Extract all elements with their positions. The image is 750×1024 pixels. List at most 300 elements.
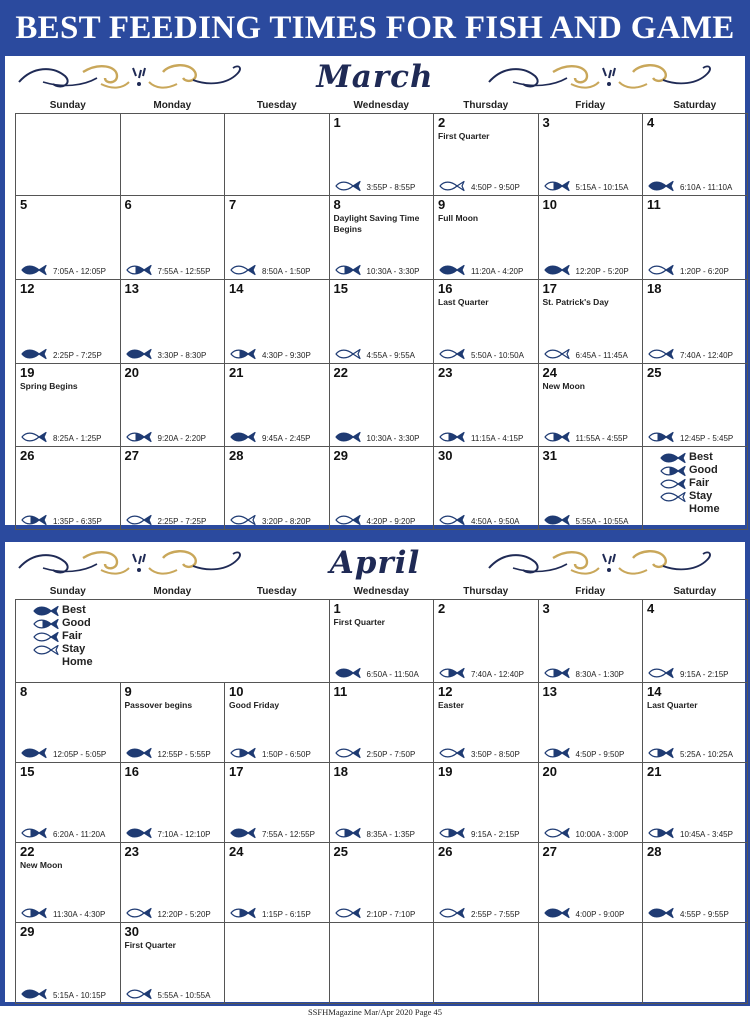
feeding-time: 5:55A - 10:55A xyxy=(575,517,629,526)
day-cell[interactable] xyxy=(538,280,643,364)
day-number: 8 xyxy=(20,684,28,699)
day-number: 12 xyxy=(20,281,35,296)
fish-best-icon xyxy=(20,988,48,1000)
feeding-time: 12:55P - 5:55P xyxy=(157,750,211,759)
day-number: 9 xyxy=(438,197,446,212)
fish-fair-icon xyxy=(334,747,362,759)
day-cell[interactable] xyxy=(225,364,330,447)
fish-best-icon xyxy=(125,747,153,759)
day-number: 11 xyxy=(333,684,348,699)
feeding-time: 5:55A - 10:55A xyxy=(157,991,211,1000)
weekday-thursday: Thursday xyxy=(434,98,539,114)
weekday-saturday: Saturday xyxy=(643,584,748,600)
day-number: 31 xyxy=(542,448,557,463)
fish-best-icon xyxy=(229,827,257,839)
day-cell[interactable] xyxy=(120,364,225,447)
day-number: 24 xyxy=(542,365,557,380)
weekday-saturday: Saturday xyxy=(643,98,748,114)
feeding-time: 9:20A - 2:20P xyxy=(157,434,206,443)
feeding-time: 2:10P - 7:10P xyxy=(366,910,416,919)
fish-good-icon xyxy=(334,264,362,276)
event-label: First Quarter xyxy=(333,617,385,627)
day-number: 3 xyxy=(542,601,550,616)
weekday-tuesday: Tuesday xyxy=(225,584,330,600)
day-number: 30 xyxy=(438,448,453,463)
day-cell[interactable] xyxy=(643,364,748,447)
event-label: New Moon xyxy=(20,860,63,870)
feeding-time: 8:25A - 1:25P xyxy=(53,434,102,443)
legend-label: Best xyxy=(689,451,713,463)
weekday-tuesday: Tuesday xyxy=(225,98,330,114)
april-title: April xyxy=(329,545,421,581)
event-label: Spring Begins xyxy=(20,381,78,391)
feeding-time: 4:30P - 9:30P xyxy=(262,351,311,360)
feeding-time: 7:40A - 12:40P xyxy=(680,351,733,360)
day-number: 17 xyxy=(542,281,557,296)
day-cell[interactable] xyxy=(329,196,434,280)
day-number: 10 xyxy=(229,684,244,699)
day-cell[interactable] xyxy=(329,683,434,763)
march-calendar xyxy=(5,56,745,525)
day-cell[interactable] xyxy=(434,600,539,683)
march-grid xyxy=(15,98,748,530)
day-number: 5 xyxy=(20,197,28,212)
day-cell[interactable] xyxy=(434,843,539,923)
day-cell[interactable] xyxy=(538,447,643,530)
feeding-time: 6:50A - 11:50A xyxy=(366,670,419,679)
feeding-time: 9:15A - 2:15P xyxy=(680,670,729,679)
day-number: 17 xyxy=(229,764,244,779)
fish-fair-icon xyxy=(438,747,466,759)
day-number: 2 xyxy=(438,115,446,130)
event-label: New Moon xyxy=(542,381,585,391)
fish-good-icon xyxy=(543,667,571,679)
fish-fair-icon xyxy=(647,667,675,679)
legend-label: Fair xyxy=(689,477,710,489)
day-cell[interactable] xyxy=(434,364,539,447)
march-title: March xyxy=(316,59,434,95)
day-number: 23 xyxy=(438,365,453,380)
day-cell[interactable] xyxy=(643,683,748,763)
fish-best-icon xyxy=(229,431,257,443)
empty-cell xyxy=(16,114,121,196)
day-cell[interactable] xyxy=(225,843,330,923)
fish-fair-icon xyxy=(438,907,466,919)
day-number: 25 xyxy=(647,365,662,380)
day-cell[interactable] xyxy=(16,196,121,280)
day-cell[interactable] xyxy=(329,447,434,530)
fish-stay-icon xyxy=(229,514,257,526)
fish-good-icon xyxy=(543,180,571,192)
feeding-time: 10:30A - 3:30P xyxy=(366,267,420,276)
day-cell[interactable] xyxy=(643,600,748,683)
day-cell[interactable] xyxy=(16,280,121,364)
fish-good-icon xyxy=(229,907,257,919)
weekday-monday: Monday xyxy=(120,584,225,600)
day-number: 14 xyxy=(647,684,662,699)
feeding-time: 6:20A - 11:20A xyxy=(53,830,106,839)
feeding-time: 2:25P - 7:25P xyxy=(53,351,102,360)
fish-fair-icon xyxy=(125,988,153,1000)
fish-best-icon xyxy=(334,431,362,443)
page-footer: SSFHMagazine Mar/Apr 2020 Page 45 xyxy=(307,1007,443,1017)
feeding-time: 11:20A - 4:20P xyxy=(471,267,524,276)
event-label: Good Friday xyxy=(229,700,280,710)
day-cell[interactable] xyxy=(329,763,434,843)
day-number: 11 xyxy=(647,197,661,212)
fish-good-icon xyxy=(647,747,675,759)
day-cell[interactable] xyxy=(16,447,121,530)
feeding-time: 6:45A - 11:45A xyxy=(575,351,628,360)
legend xyxy=(16,600,330,683)
feeding-time: 7:55A - 12:55P xyxy=(262,830,315,839)
feeding-time: 12:05P - 5:05P xyxy=(53,750,107,759)
fish-fair-icon xyxy=(20,431,48,443)
day-cell[interactable] xyxy=(16,364,121,447)
day-number: 22 xyxy=(20,844,35,859)
fish-best-icon xyxy=(438,264,466,276)
fish-good-icon xyxy=(125,431,153,443)
day-cell[interactable] xyxy=(329,364,434,447)
feeding-time: 1:15P - 6:15P xyxy=(262,910,311,919)
feeding-time: 2:25P - 7:25P xyxy=(157,517,207,526)
day-number: 2 xyxy=(438,601,446,616)
feeding-time: 7:40A - 12:40P xyxy=(471,670,524,679)
fish-best-icon xyxy=(32,605,60,617)
day-number: 28 xyxy=(647,844,662,859)
feeding-time: 9:15A - 2:15P xyxy=(471,830,520,839)
day-cell[interactable] xyxy=(643,763,748,843)
day-number: 21 xyxy=(229,365,244,380)
day-cell[interactable] xyxy=(434,683,539,763)
march-banner xyxy=(5,56,745,98)
day-cell[interactable] xyxy=(538,196,643,280)
fish-fair-icon xyxy=(125,514,153,526)
feeding-time: 2:55P - 7:55P xyxy=(471,910,520,919)
fish-good-icon xyxy=(543,431,571,443)
day-cell[interactable] xyxy=(225,196,330,280)
day-cell[interactable] xyxy=(120,196,225,280)
feeding-time: 8:35A - 1:35P xyxy=(366,830,415,839)
day-cell[interactable] xyxy=(538,843,643,923)
fish-fair-icon xyxy=(334,514,362,526)
feeding-time: 12:45P - 5:45P xyxy=(680,434,734,443)
feeding-time: 11:15A - 4:15P xyxy=(471,434,524,443)
event-label: Last Quarter xyxy=(647,700,698,710)
feeding-time: 7:10A - 12:10P xyxy=(157,830,211,839)
fish-best-icon xyxy=(659,452,687,464)
day-number: 26 xyxy=(20,448,35,463)
empty-cell xyxy=(538,923,643,1004)
feeding-time: 7:55A - 12:55P xyxy=(157,267,211,276)
weekday-monday: Monday xyxy=(120,98,225,114)
day-cell[interactable] xyxy=(120,763,225,843)
event-label: Passover begins xyxy=(124,700,193,710)
april-banner xyxy=(5,542,745,584)
fish-stay-icon xyxy=(543,348,571,360)
april-grid xyxy=(15,584,748,1004)
fish-good-icon xyxy=(647,431,675,443)
day-cell[interactable] xyxy=(434,114,539,196)
fish-best-icon xyxy=(334,667,362,679)
day-cell[interactable] xyxy=(538,114,643,196)
week-row xyxy=(16,923,748,1004)
weekday-friday: Friday xyxy=(538,98,643,114)
day-cell[interactable] xyxy=(120,923,225,1004)
fish-best-icon xyxy=(20,264,48,276)
fish-stay-icon xyxy=(659,491,687,503)
fish-good-icon xyxy=(229,747,257,759)
day-number: 4 xyxy=(647,601,655,616)
empty-cell xyxy=(225,923,330,1004)
day-number: 29 xyxy=(333,448,348,463)
feeding-time: 4:20P - 9:20P xyxy=(366,517,416,526)
day-cell[interactable] xyxy=(120,447,225,530)
weekday-thursday: Thursday xyxy=(434,584,539,600)
legend xyxy=(643,447,748,530)
feeding-time: 4:00P - 9:00P xyxy=(575,910,625,919)
feeding-time: 10:30A - 3:30P xyxy=(366,434,420,443)
day-cell[interactable] xyxy=(120,843,225,923)
day-cell[interactable] xyxy=(16,683,121,763)
feeding-time: 4:55P - 9:55P xyxy=(680,910,729,919)
day-number: 1 xyxy=(333,601,341,616)
feeding-time: 6:10A - 11:10A xyxy=(680,183,733,192)
day-cell[interactable] xyxy=(434,763,539,843)
legend-label-home: Home xyxy=(62,656,93,668)
day-number: 7 xyxy=(229,197,237,212)
fish-best-icon xyxy=(125,348,153,360)
april-calendar xyxy=(5,542,745,1002)
fish-fair-icon xyxy=(659,478,687,490)
event-label: Daylight Saving Time Begins xyxy=(333,213,420,234)
day-number: 24 xyxy=(229,844,244,859)
day-number: 26 xyxy=(438,844,453,859)
week-row xyxy=(16,114,748,196)
week-row xyxy=(16,447,748,530)
day-number: 13 xyxy=(124,281,139,296)
page-title: BEST FEEDING TIMES FOR FISH AND GAME xyxy=(15,10,735,46)
day-cell[interactable] xyxy=(329,280,434,364)
day-cell[interactable] xyxy=(120,683,225,763)
day-number: 14 xyxy=(229,281,244,296)
fish-fair-icon xyxy=(647,348,675,360)
event-label: Easter xyxy=(438,700,464,710)
fish-fair-icon xyxy=(334,180,362,192)
day-number: 30 xyxy=(124,924,139,939)
day-cell[interactable] xyxy=(643,843,748,923)
legend-label: Good xyxy=(62,617,91,629)
fish-good-icon xyxy=(543,747,571,759)
day-number: 27 xyxy=(542,844,557,859)
week-row xyxy=(16,843,748,923)
weekday-sunday: Sunday xyxy=(16,98,121,114)
legend-label: Fair xyxy=(62,630,83,642)
feeding-time: 5:15A - 10:15A xyxy=(575,183,629,192)
day-number: 19 xyxy=(438,764,453,779)
day-number: 18 xyxy=(333,764,348,779)
day-cell[interactable] xyxy=(225,447,330,530)
feeding-time: 8:30A - 1:30P xyxy=(575,670,624,679)
legend-label: Stay xyxy=(62,643,86,655)
day-cell[interactable] xyxy=(538,364,643,447)
fish-good-icon xyxy=(647,827,675,839)
day-cell[interactable] xyxy=(538,763,643,843)
fish-fair-icon xyxy=(543,827,571,839)
fish-stay-icon xyxy=(334,348,362,360)
feeding-time: 11:30A - 4:30P xyxy=(53,910,106,919)
day-cell[interactable] xyxy=(643,114,748,196)
day-number: 12 xyxy=(438,684,453,699)
day-cell[interactable] xyxy=(538,600,643,683)
day-cell[interactable] xyxy=(329,114,434,196)
weekday-friday: Friday xyxy=(538,584,643,600)
fish-good-icon xyxy=(659,465,687,477)
fish-good-icon xyxy=(438,431,466,443)
feeding-time: 9:45A - 2:45P xyxy=(262,434,311,443)
day-cell[interactable] xyxy=(16,923,121,1004)
weekday-wednesday: Wednesday xyxy=(329,584,434,600)
fish-good-icon xyxy=(32,618,60,630)
week-row xyxy=(16,683,748,763)
fish-good-icon xyxy=(20,514,48,526)
day-number: 25 xyxy=(333,844,348,859)
feeding-time: 5:25A - 10:25A xyxy=(680,750,733,759)
fish-best-icon xyxy=(647,180,675,192)
feeding-time: 4:50P - 9:50P xyxy=(471,183,520,192)
fish-best-icon xyxy=(543,907,571,919)
fish-fair-icon xyxy=(334,907,362,919)
feeding-time: 5:50A - 10:50A xyxy=(471,351,524,360)
week-row xyxy=(16,280,748,364)
empty-cell xyxy=(120,114,225,196)
event-label: First Quarter xyxy=(438,131,490,141)
feeding-time: 1:35P - 6:35P xyxy=(53,517,102,526)
day-number: 8 xyxy=(333,197,341,212)
day-cell[interactable] xyxy=(538,683,643,763)
feeding-time: 11:55A - 4:55P xyxy=(575,434,628,443)
feeding-time: 3:50P - 8:50P xyxy=(471,750,520,759)
day-number: 21 xyxy=(647,764,662,779)
feeding-time: 1:20P - 6:20P xyxy=(680,267,729,276)
day-number: 10 xyxy=(542,197,557,212)
day-number: 15 xyxy=(333,281,348,296)
fish-stay-icon xyxy=(32,644,60,656)
day-cell[interactable] xyxy=(225,280,330,364)
day-cell[interactable] xyxy=(225,683,330,763)
fish-fair-icon xyxy=(125,907,153,919)
fish-best-icon xyxy=(543,514,571,526)
day-number: 4 xyxy=(647,115,655,130)
day-number: 16 xyxy=(438,281,453,296)
event-label: Last Quarter xyxy=(438,297,489,307)
fish-best-icon xyxy=(647,907,675,919)
week-row xyxy=(16,364,748,447)
weekday-sunday: Sunday xyxy=(16,584,121,600)
fish-good-icon xyxy=(229,348,257,360)
day-cell[interactable] xyxy=(329,843,434,923)
week-row xyxy=(16,600,748,683)
day-cell[interactable] xyxy=(643,196,748,280)
day-cell[interactable] xyxy=(329,600,434,683)
fish-good-icon xyxy=(20,827,48,839)
fish-good-icon xyxy=(438,667,466,679)
feeding-time: 3:20P - 8:20P xyxy=(262,517,311,526)
feeding-time: 10:00A - 3:00P xyxy=(575,830,629,839)
fish-fair-icon xyxy=(647,264,675,276)
fish-fair-icon xyxy=(229,264,257,276)
fish-stay-icon xyxy=(438,180,466,192)
day-number: 20 xyxy=(542,764,557,779)
day-number: 19 xyxy=(20,365,35,380)
week-row xyxy=(16,763,748,843)
feeding-time: 3:55P - 8:55P xyxy=(366,183,416,192)
day-cell[interactable] xyxy=(434,447,539,530)
day-cell[interactable] xyxy=(16,843,121,923)
event-label: First Quarter xyxy=(124,940,176,950)
weekday-header xyxy=(16,98,748,114)
fish-best-icon xyxy=(125,827,153,839)
fish-best-icon xyxy=(20,348,48,360)
feeding-time: 10:45A - 3:45P xyxy=(680,830,733,839)
day-number: 3 xyxy=(542,115,550,130)
week-row xyxy=(16,196,748,280)
day-number: 18 xyxy=(647,281,662,296)
feeding-time: 2:50P - 7:50P xyxy=(366,750,416,759)
fish-good-icon xyxy=(438,827,466,839)
day-number: 16 xyxy=(124,764,139,779)
feeding-time: 7:05A - 12:05P xyxy=(53,267,106,276)
empty-cell xyxy=(434,923,539,1004)
fish-good-icon xyxy=(334,827,362,839)
feeding-time: 3:30P - 8:30P xyxy=(157,351,207,360)
feeding-time: 4:50P - 9:50P xyxy=(575,750,625,759)
day-cell[interactable] xyxy=(643,280,748,364)
day-number: 22 xyxy=(333,365,348,380)
feeding-time: 4:55A - 9:55A xyxy=(366,351,415,360)
day-cell[interactable] xyxy=(434,280,539,364)
day-cell[interactable] xyxy=(16,763,121,843)
day-number: 9 xyxy=(124,684,132,699)
feeding-time: 8:50A - 1:50P xyxy=(262,267,311,276)
feeding-time: 12:20P - 5:20P xyxy=(157,910,211,919)
legend-label: Good xyxy=(689,464,718,476)
day-cell[interactable] xyxy=(225,763,330,843)
day-number: 23 xyxy=(124,844,139,859)
fish-good-icon xyxy=(20,907,48,919)
legend-label: Best xyxy=(62,604,86,616)
day-number: 6 xyxy=(124,197,132,212)
fish-fair-icon xyxy=(32,631,60,643)
day-cell[interactable] xyxy=(120,280,225,364)
feeding-time: 12:20P - 5:20P xyxy=(575,267,629,276)
empty-cell xyxy=(225,114,330,196)
day-cell[interactable] xyxy=(434,196,539,280)
day-number: 28 xyxy=(229,448,244,463)
feeding-time: 5:15A - 10:15P xyxy=(53,991,106,1000)
empty-cell xyxy=(329,923,434,1004)
day-number: 27 xyxy=(124,448,139,463)
day-number: 1 xyxy=(333,115,341,130)
fish-best-icon xyxy=(20,747,48,759)
fish-best-icon xyxy=(543,264,571,276)
fish-fair-icon xyxy=(438,348,466,360)
day-number: 13 xyxy=(542,684,557,699)
event-label: Full Moon xyxy=(438,213,479,223)
day-number: 15 xyxy=(20,764,35,779)
weekday-header xyxy=(16,584,748,600)
fish-fair-icon xyxy=(438,514,466,526)
